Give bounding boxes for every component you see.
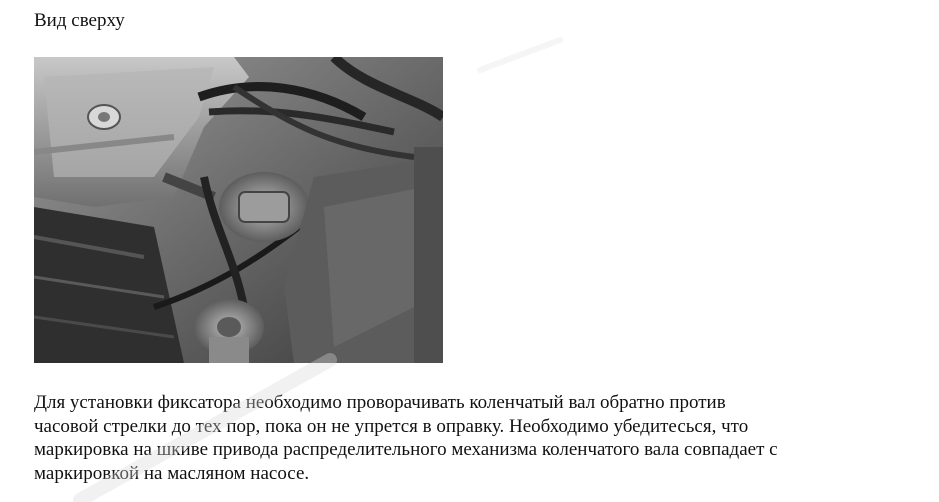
instruction-paragraph: [34, 391, 914, 485]
paragraph-line: Для установки фиксатора необходимо проворачивать коленчатый вал обратно против: [34, 392, 726, 413]
paragraph-line: часовой стрелки до тех пор, пока он не упрется в оправку. Необходимо убедитесься, что: [34, 415, 749, 437]
engine-photo: [34, 57, 443, 363]
paragraph-line: маркировкой на масляном насосе.: [34, 462, 310, 484]
caption: Вид сверху: [34, 10, 125, 31]
paragraph-line: маркировка на шкиве привода распределительного механизма коленчатого вала совпадает с: [34, 439, 778, 460]
